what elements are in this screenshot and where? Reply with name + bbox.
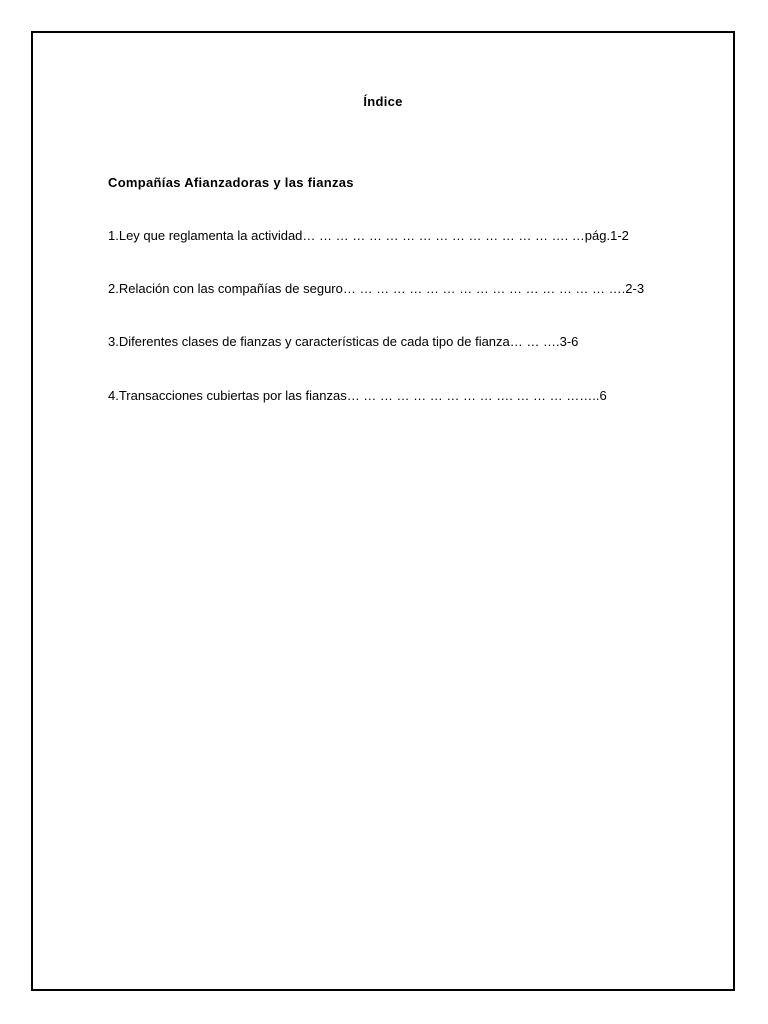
toc-entry: 4.Transacciones cubiertas por las fianzas… … … … … … … … … …. … … … ……..6	[108, 388, 607, 403]
toc-entry: 2.Relación con las compañías de seguro… … … … … … … … … … … … … … … … ….2-3	[108, 281, 645, 296]
toc-entry: 3.Diferentes clases de fianzas y características de cada tipo de fianza… … ….3-6	[108, 334, 579, 349]
document-page	[31, 31, 735, 991]
toc-entry: 1.Ley que reglamenta la actividad… … … … … … … … … … … … … … … …. …pág.1-2	[108, 228, 629, 243]
section-heading: Compañías Afianzadoras y las fianzas	[108, 175, 354, 190]
page-title: Índice	[363, 94, 403, 109]
